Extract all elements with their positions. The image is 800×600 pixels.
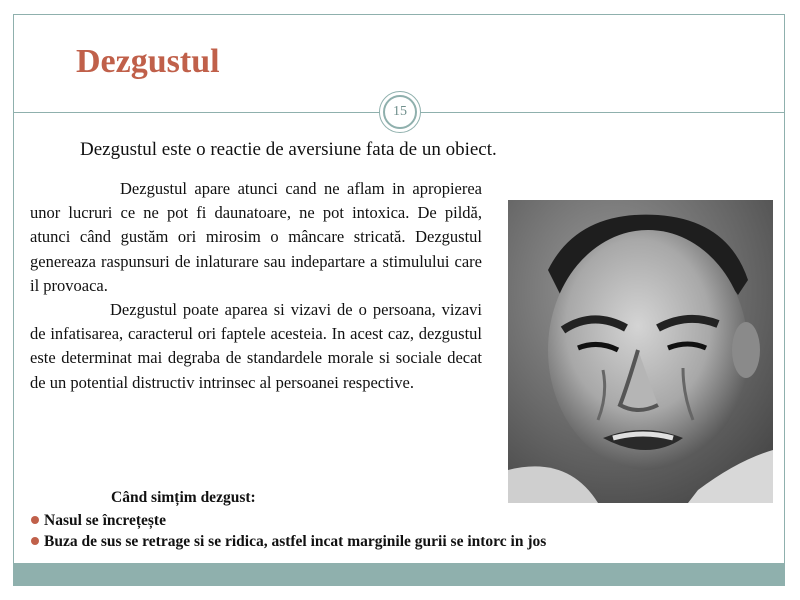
footer-bar [14,563,784,585]
when-heading: Când simțim dezgust: [111,489,256,506]
list-item-text: Nasul se încrețește [44,512,166,529]
slide-title: Dezgustul [76,43,220,80]
symptom-list [30,510,546,552]
page-number: 15 [383,95,417,129]
disgusted-man-photo [508,200,773,503]
bullet-dot-icon [31,537,39,545]
paragraph-2: Dezgustul poate aparea si vizavi de o persoana, vizavi de infatisarea, caracterul ori faptele acesteia. In acest caz, dezgustul este determinat mai degraba de standardele morale si sociale decat de un potential distructiv intrinsec al persoanei respective. [30,300,482,392]
body-text [30,177,482,395]
page-number-badge [379,91,421,133]
list-item [30,531,546,552]
slide [13,14,785,586]
intro-text: Dezgustul este o reactie de aversiune fata de un obiect. [80,139,497,160]
list-item-text: Buza de sus se retrage si se ridica, astfel incat marginile gurii se intorc in jos [44,533,547,550]
bullet-dot-icon [31,516,39,524]
list-item [30,510,546,531]
paragraph-1: Dezgustul apare atunci cand ne aflam in apropierea unor lucruri ce ne pot fi daunatoare, ne pot intoxica. De pildă, atunci când gustăm ori mirosim o mâncare stricată. Dezgustul genereaza raspunsuri de inlaturare sau indepartare a stimulului care il provoaca. [30,179,482,295]
